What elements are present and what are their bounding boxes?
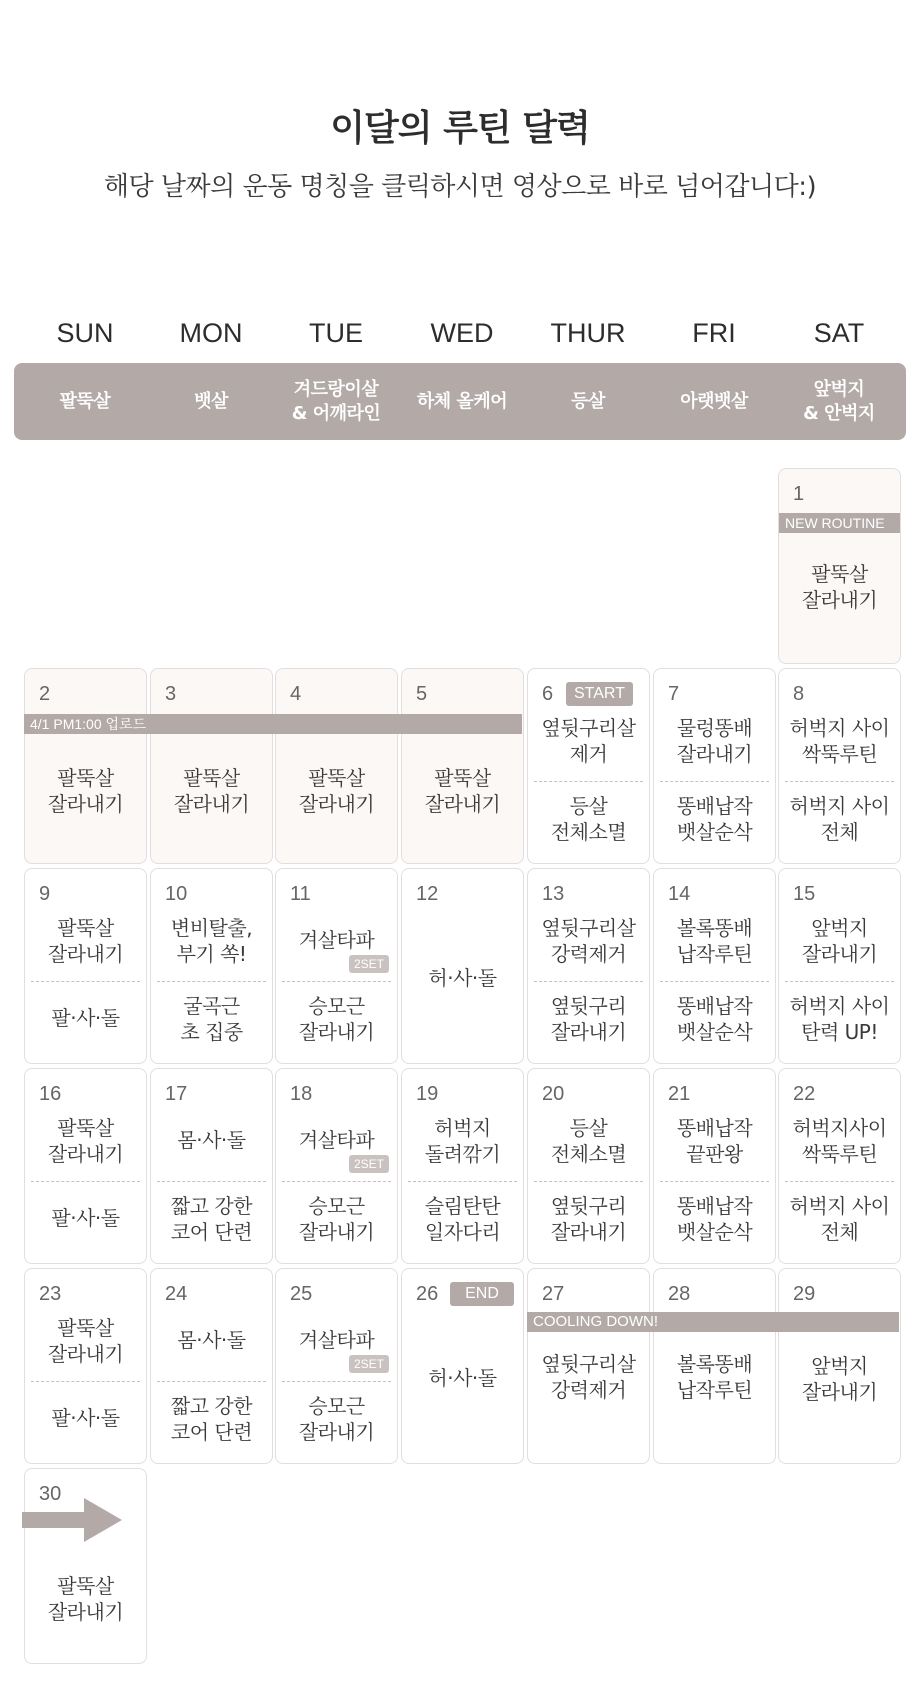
day-cell-28[interactable] <box>653 1268 776 1464</box>
day-number: 3 <box>165 683 177 705</box>
day-cell-26[interactable] <box>401 1268 524 1464</box>
day-number: 6 <box>542 683 554 705</box>
upload-note-ribbon: 4/1 PM1:00 업로드 <box>24 714 522 734</box>
day-cell-18[interactable] <box>275 1068 398 1264</box>
theme-wed: 하체 올케어 <box>416 390 508 412</box>
page-subtitle: 해당 날짜의 운동 명칭을 클릭하시면 영상으로 바로 넘어갑니다:) <box>103 172 817 202</box>
routine-link-bottom[interactable]: 승모근 잘라내기 <box>298 994 375 1044</box>
day-number: 1 <box>793 483 805 505</box>
day-cell-7[interactable] <box>653 668 776 864</box>
day-number: 21 <box>668 1083 691 1105</box>
day-cell-16[interactable] <box>24 1068 147 1264</box>
day-number: 9 <box>39 883 51 905</box>
theme-sun: 팔뚝살 <box>59 390 111 412</box>
start-badge: START <box>566 682 633 706</box>
routine-link-bottom[interactable]: 짧고 강한 코어 단련 <box>170 1194 253 1244</box>
routine-link-top[interactable]: 허벅지 돌려깎기 <box>424 1116 501 1166</box>
routine-link[interactable]: 앞벅지 잘라내기 <box>801 1354 878 1404</box>
day-cell-8[interactable] <box>778 668 901 864</box>
routine-link[interactable]: 볼록똥배 납작루틴 <box>676 1352 753 1402</box>
weekday-wed: WED <box>430 318 494 348</box>
divider <box>31 1381 140 1382</box>
day-number: 22 <box>793 1083 816 1105</box>
day-number: 5 <box>416 683 428 705</box>
day-number: 15 <box>793 883 816 905</box>
routine-link-bottom[interactable]: 팔·사·돌 <box>51 1206 120 1230</box>
day-number: 16 <box>39 1083 62 1105</box>
day-cell-17[interactable] <box>150 1068 273 1264</box>
day-cell-1[interactable] <box>778 468 901 664</box>
day-cell-2[interactable] <box>24 668 147 864</box>
routine-link-top[interactable]: 팔뚝살 잘라내기 <box>47 1116 124 1166</box>
routine-link-bottom[interactable]: 팔·사·돌 <box>51 1406 120 1430</box>
divider <box>534 981 643 982</box>
day-number: 2 <box>39 683 51 705</box>
routine-link-bottom[interactable]: 등살 전체소멸 <box>550 794 627 844</box>
day-cell-19[interactable] <box>401 1068 524 1264</box>
divider <box>282 981 391 982</box>
routine-link-top[interactable]: 물렁똥배 잘라내기 <box>676 716 753 766</box>
divider <box>408 1181 517 1182</box>
routine-link[interactable]: 팔뚝살 잘라내기 <box>801 562 878 612</box>
cooling-down-ribbon: COOLING DOWN! <box>527 1312 899 1332</box>
end-badge: END <box>450 1282 514 1306</box>
day-number: 23 <box>39 1283 62 1305</box>
routine-link-top[interactable]: 옆뒷구리살 제거 <box>541 716 636 766</box>
divider <box>660 981 769 982</box>
day-number: 19 <box>416 1083 439 1105</box>
day-number: 27 <box>542 1283 565 1305</box>
divider <box>31 1181 140 1182</box>
day-number: 4 <box>290 683 302 705</box>
routine-link-top[interactable]: 겨살타파 <box>298 1328 375 1352</box>
weekday-tue: TUE <box>309 318 363 348</box>
day-cell-22[interactable] <box>778 1068 901 1264</box>
routine-link-top[interactable]: 등살 전체소멸 <box>550 1116 627 1166</box>
divider <box>534 781 643 782</box>
day-number: 17 <box>165 1083 188 1105</box>
day-number: 11 <box>290 883 311 905</box>
routine-link-top[interactable]: 볼록똥배 납작루틴 <box>676 916 753 966</box>
divider <box>660 1181 769 1182</box>
day-cell-15[interactable] <box>778 868 901 1064</box>
routine-link-top[interactable]: 똥배납작 끝판왕 <box>676 1116 753 1166</box>
day-number: 13 <box>542 883 565 905</box>
routine-link[interactable]: 허·사·돌 <box>428 966 497 990</box>
theme-fri: 아랫뱃살 <box>680 390 748 412</box>
routine-link-top[interactable]: 옆뒷구리살 강력제거 <box>541 916 636 966</box>
routine-link-top[interactable]: 앞벅지 잘라내기 <box>801 916 878 966</box>
routine-link-top[interactable]: 몸·사·돌 <box>177 1128 246 1152</box>
weekday-sat: SAT <box>813 318 865 348</box>
day-number: 14 <box>668 883 691 905</box>
divider <box>157 1181 266 1182</box>
day-number: 12 <box>416 883 439 905</box>
routine-link-top[interactable]: 허벅지 사이 싹뚝루틴 <box>789 716 890 766</box>
routine-link[interactable]: 팔뚝살 잘라내기 <box>47 766 124 816</box>
routine-link-bottom[interactable]: 굴곡근 초 집중 <box>180 994 243 1044</box>
weekday-thur: THUR <box>550 318 626 348</box>
divider <box>282 1181 391 1182</box>
day-number: 29 <box>793 1283 816 1305</box>
routine-link-bottom[interactable]: 팔·사·돌 <box>51 1006 120 1030</box>
day-cell-25[interactable] <box>275 1268 398 1464</box>
divider <box>785 981 894 982</box>
routine-link-bottom[interactable]: 허벅지 사이 전체 <box>789 794 890 844</box>
set-badge: 2SET <box>349 1355 389 1373</box>
day-number: 24 <box>165 1283 188 1305</box>
set-badge: 2SET <box>349 1155 389 1173</box>
day-number: 28 <box>668 1283 691 1305</box>
day-number: 20 <box>542 1083 565 1105</box>
day-number: 25 <box>290 1283 313 1305</box>
routine-link-bottom[interactable]: 옆뒷구리 잘라내기 <box>550 1194 627 1244</box>
new-routine-badge: NEW ROUTINE <box>779 513 900 533</box>
weekday-fri: FRI <box>692 318 736 348</box>
routine-link[interactable]: 팔뚝살 잘라내기 <box>424 766 501 816</box>
weekday-mon: MON <box>179 318 243 348</box>
day-cell-9[interactable] <box>24 868 147 1064</box>
routine-link-bottom[interactable]: 승모근 잘라내기 <box>298 1194 375 1244</box>
day-cell-23[interactable] <box>24 1268 147 1464</box>
day-cell-29[interactable] <box>778 1268 901 1464</box>
routine-link-top[interactable]: 팔뚝살 잘라내기 <box>47 1316 124 1366</box>
day-cell-12[interactable] <box>401 868 524 1064</box>
routine-link-bottom[interactable]: 승모근 잘라내기 <box>298 1394 375 1444</box>
divider <box>157 1381 266 1382</box>
divider <box>31 981 140 982</box>
routine-link-top[interactable]: 허벅지사이 싹뚝루틴 <box>792 1116 887 1166</box>
routine-link-bottom[interactable]: 똥배납작 뱃살순삭 <box>676 1194 753 1244</box>
routine-link-top[interactable]: 겨살타파 <box>298 1128 375 1152</box>
routine-link-top[interactable]: 몸·사·돌 <box>177 1328 246 1352</box>
routine-link-top[interactable]: 변비탈출, 부기 쏙! <box>170 916 253 966</box>
routine-link[interactable]: 팔뚝살 잘라내기 <box>173 766 250 816</box>
day-number: 26 <box>416 1283 439 1305</box>
day-number: 7 <box>668 683 680 705</box>
routine-link[interactable]: 팔뚝살 잘라내기 <box>298 766 375 816</box>
divider <box>660 781 769 782</box>
routine-link-top[interactable]: 팔뚝살 잘라내기 <box>47 916 124 966</box>
page-title: 이달의 루틴 달력 <box>330 108 590 149</box>
day-cell-4[interactable] <box>275 668 398 864</box>
divider <box>785 1181 894 1182</box>
arrow-right-icon <box>22 1498 124 1542</box>
routine-link-bottom[interactable]: 똥배납작 뱃살순삭 <box>676 994 753 1044</box>
day-cell-14[interactable] <box>653 868 776 1064</box>
routine-link-bottom[interactable]: 똥배납작 뱃살순삭 <box>676 794 753 844</box>
theme-thur: 등살 <box>571 390 605 412</box>
routine-link[interactable]: 옆뒷구리살 강력제거 <box>541 1352 636 1402</box>
day-cell-11[interactable] <box>275 868 398 1064</box>
day-number: 18 <box>290 1083 313 1105</box>
day-cell-21[interactable] <box>653 1068 776 1264</box>
routine-link-bottom[interactable]: 옆뒷구리 잘라내기 <box>550 994 627 1044</box>
routine-link-bottom[interactable]: 허벅지 사이 전체 <box>789 1194 890 1244</box>
theme-tue: 겨드랑이살 & 어깨라인 <box>291 378 381 424</box>
day-cell-5[interactable] <box>401 668 524 864</box>
divider <box>785 781 894 782</box>
routine-link[interactable]: 팔뚝살 잘라내기 <box>47 1574 124 1624</box>
day-cell-10[interactable] <box>150 868 273 1064</box>
routine-link-bottom[interactable]: 짧고 강한 코어 단련 <box>170 1394 253 1444</box>
theme-mon: 뱃살 <box>194 390 228 412</box>
day-number: 10 <box>165 883 188 905</box>
routine-link-bottom[interactable]: 허벅지 사이 탄력 UP! <box>789 994 890 1044</box>
routine-link-top[interactable]: 겨살타파 <box>298 928 375 952</box>
day-cell-6[interactable] <box>527 668 650 864</box>
routine-link[interactable]: 허·사·돌 <box>428 1366 497 1390</box>
divider <box>157 981 266 982</box>
divider <box>534 1181 643 1182</box>
day-cell-13[interactable] <box>527 868 650 1064</box>
set-badge: 2SET <box>349 955 389 973</box>
day-number: 30 <box>39 1483 62 1505</box>
divider <box>282 1381 391 1382</box>
routine-link-bottom[interactable]: 슬림탄탄 일자다리 <box>424 1194 501 1244</box>
theme-sat: 앞벅지 & 안벅지 <box>803 378 875 424</box>
day-cell-27[interactable] <box>527 1268 650 1464</box>
day-cell-3[interactable] <box>150 668 273 864</box>
day-cell-20[interactable] <box>527 1068 650 1264</box>
day-cell-24[interactable] <box>150 1268 273 1464</box>
weekday-sun: SUN <box>56 318 114 348</box>
day-number: 8 <box>793 683 805 705</box>
